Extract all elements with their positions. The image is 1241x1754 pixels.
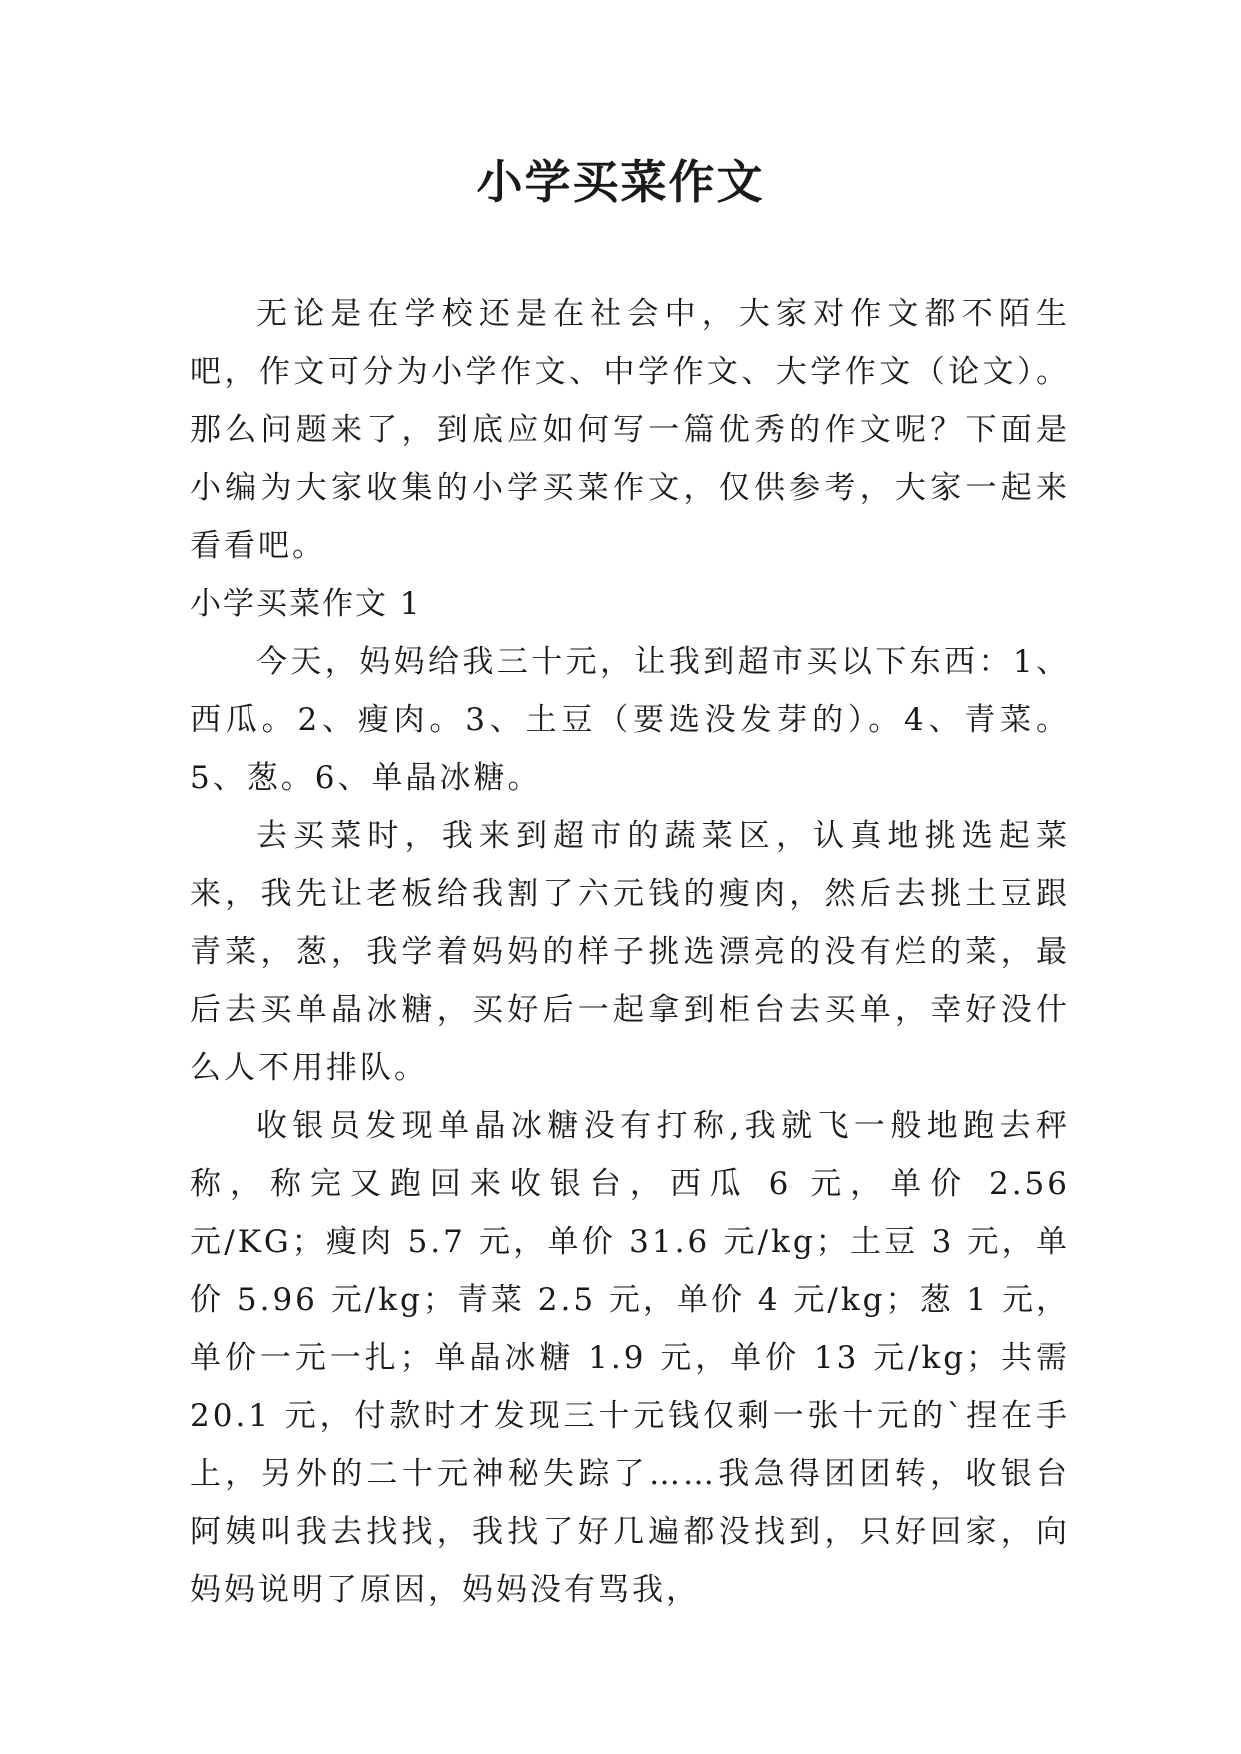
body-paragraph-3: 收银员发现单晶冰糖没有打称,我就飞一般地跑去秤称，称完又跑回来收银台，西瓜 6 元，单价 2.56 元/KG；瘦肉 5.7 元，单价 31.6 元/kg；土豆 3 元，单价 5.96 元/kg；青菜 2.5 元，单价 4 元/kg；葱 1 元，单价一元一扎；单晶冰糖 1.9 元，单价 13 元/kg；共需 20.1 元，付款时才发现三十元钱仅剩一张十元的`捏在手上，另外的二十元神秘失踪了……我急得团团转，收银台阿姨叫我去找找，我找了好几遍都没找到，只好回家，向妈妈说明了原因，妈妈没有骂我，	[190, 1108, 1070, 1608]
intro-paragraph: 无论是在学校还是在社会中，大家对作文都不陌生吧，作文可分为小学作文、中学作文、大学作文（论文）。那么问题来了，到底应如何写一篇优秀的作文呢？下面是小编为大家收集的小学买菜作文，仅供参考，大家一起来看看吧。	[190, 296, 1070, 564]
section-heading: 小学买菜作文 1	[190, 586, 422, 622]
body-paragraph-2: 去买菜时，我来到超市的蔬菜区，认真地挑选起菜来，我先让老板给我割了六元钱的瘦肉，然后去挑土豆跟青菜，葱，我学着妈妈的样子挑选漂亮的没有烂的菜，最后去买单晶冰糖，买好后一起拿到柜台去买单，幸好没什么人不用排队。	[190, 818, 1070, 1086]
document-title: 小学买菜作文	[476, 155, 765, 209]
body-paragraph-1: 今天，妈妈给我三十元，让我到超市买以下东西：1、西瓜。2、瘦肉。3、土豆（要选没发芽的）。4、青菜。5、葱。6、单晶冰糖。	[190, 644, 1070, 796]
